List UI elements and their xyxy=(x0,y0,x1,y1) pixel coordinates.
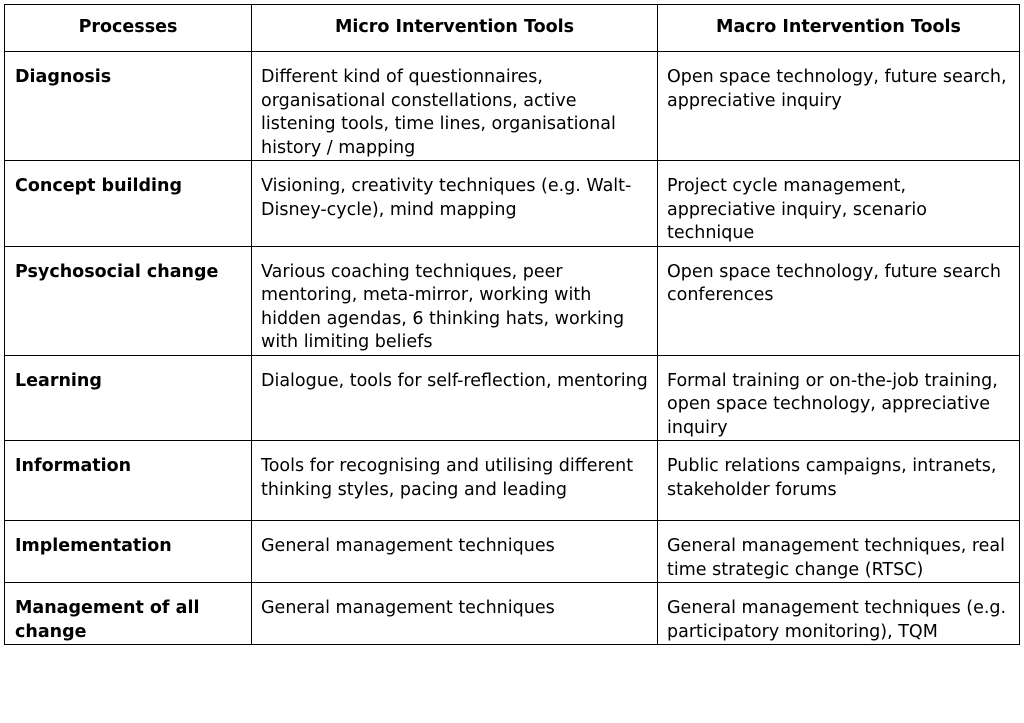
header-micro-tools: Micro Intervention Tools xyxy=(252,5,658,52)
process-cell: Concept building xyxy=(5,161,252,247)
micro-tools-cell: General management techniques xyxy=(252,583,658,645)
header-row xyxy=(5,5,1020,52)
process-cell: Information xyxy=(5,441,252,521)
macro-tools-cell: General management techniques (e.g. participatory monitoring), TQM xyxy=(658,583,1020,645)
header-processes: Processes xyxy=(5,5,252,52)
micro-tools-cell: Tools for recognising and utilising different thinking styles, pacing and leading xyxy=(252,441,658,521)
process-cell: Management of all change xyxy=(5,583,252,645)
macro-tools-cell: General management techniques, real time strategic change (RTSC) xyxy=(658,521,1020,583)
micro-tools-cell: Visioning, creativity techniques (e.g. Walt-Disney-cycle), mind mapping xyxy=(252,161,658,247)
table-row xyxy=(5,52,1020,161)
macro-tools-cell: Project cycle management, appreciative inquiry, scenario technique xyxy=(658,161,1020,247)
table-row xyxy=(5,583,1020,645)
macro-tools-cell: Public relations campaigns, intranets, stakeholder forums xyxy=(658,441,1020,521)
header-macro-tools: Macro Intervention Tools xyxy=(658,5,1020,52)
table-row xyxy=(5,161,1020,247)
micro-tools-cell: Various coaching techniques, peer mentoring, meta-mirror, working with hidden agendas, 6 thinking hats, working with limiting beliefs xyxy=(252,246,658,355)
macro-tools-cell: Open space technology, future search conferences xyxy=(658,246,1020,355)
intervention-tools-table xyxy=(4,4,1020,645)
process-cell: Implementation xyxy=(5,521,252,583)
micro-tools-cell: General management techniques xyxy=(252,521,658,583)
process-cell: Learning xyxy=(5,355,252,441)
table-row xyxy=(5,441,1020,521)
table-row xyxy=(5,355,1020,441)
micro-tools-cell: Dialogue, tools for self-reflection, mentoring xyxy=(252,355,658,441)
table-row xyxy=(5,246,1020,355)
table-row xyxy=(5,521,1020,583)
macro-tools-cell: Formal training or on-the-job training, open space technology, appreciative inquiry xyxy=(658,355,1020,441)
macro-tools-cell: Open space technology, future search, appreciative inquiry xyxy=(658,52,1020,161)
process-cell: Psychosocial change xyxy=(5,246,252,355)
micro-tools-cell: Different kind of questionnaires, organisational constellations, active listening tools, time lines, organisational history / mapping xyxy=(252,52,658,161)
process-cell: Diagnosis xyxy=(5,52,252,161)
